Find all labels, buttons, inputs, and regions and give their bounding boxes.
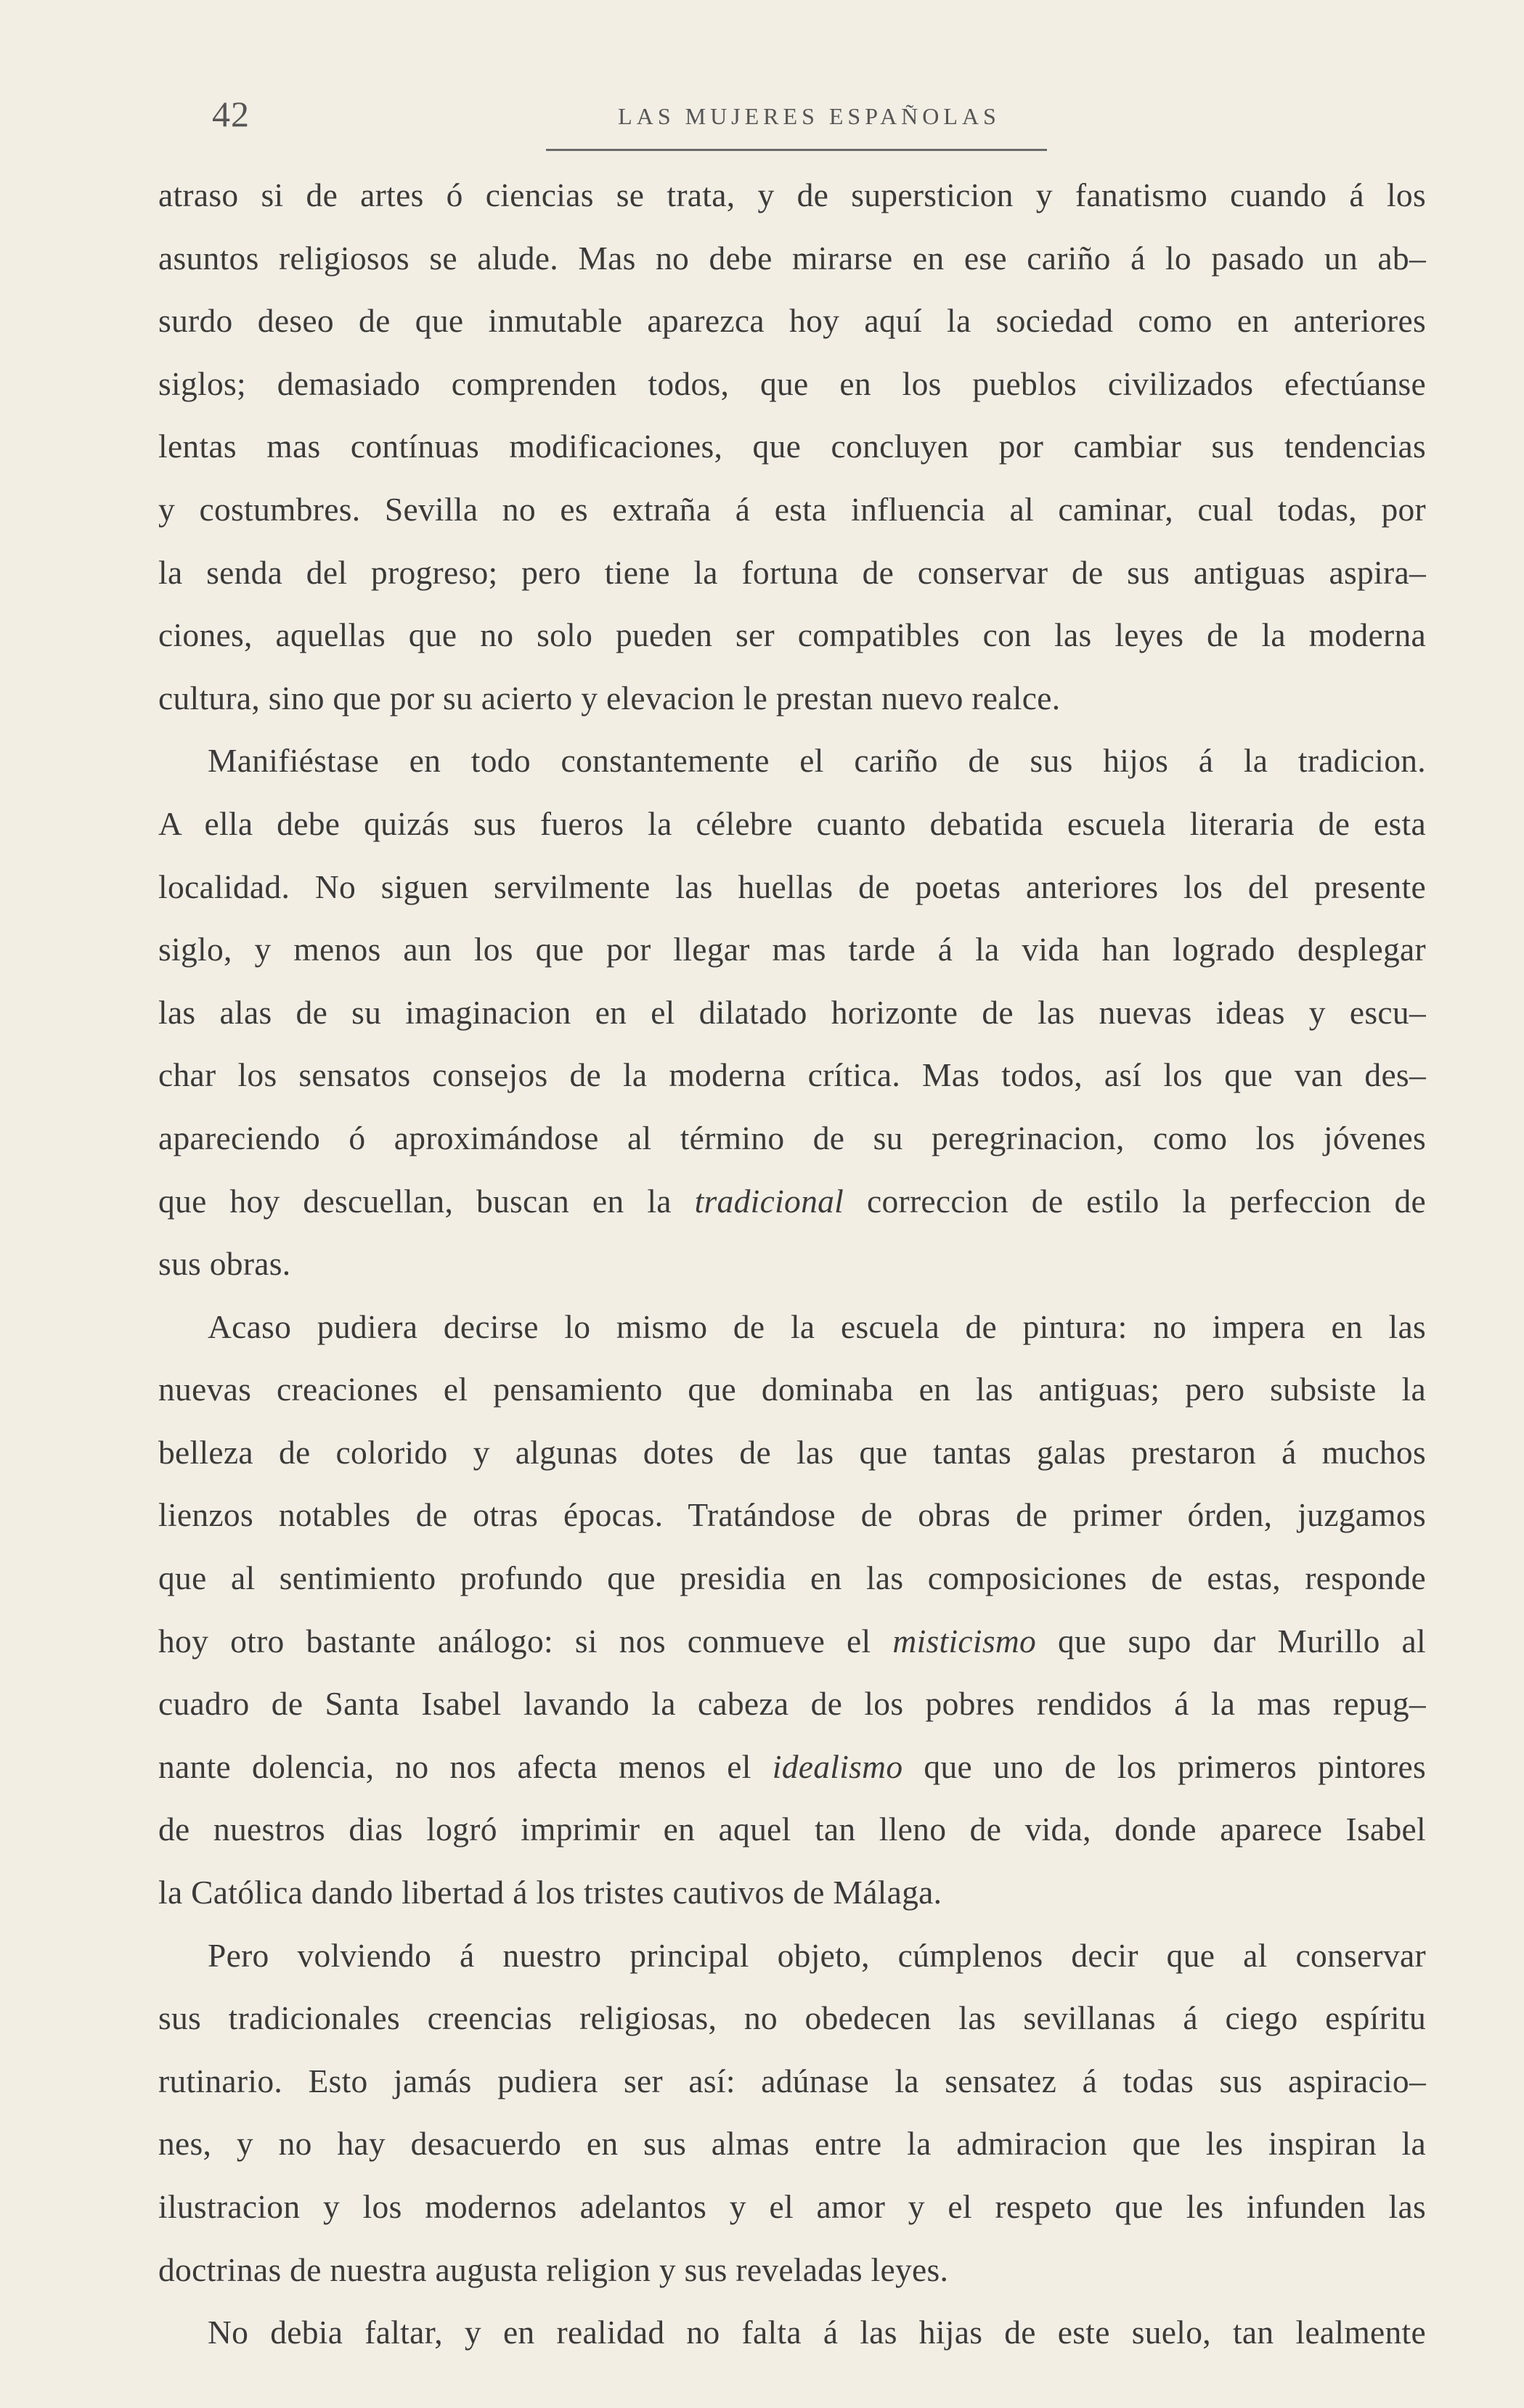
text-line: [158, 1736, 1426, 1799]
text-line: belleza de colorido y algunas dotes de las que tantas galas prestaron á muchos: [158, 1433, 1426, 1471]
text-line: Acaso pudiera decirse lo mismo de la escuela de pintura: no impera en las: [208, 1307, 1426, 1345]
text-line: [158, 1610, 1426, 1673]
text-fragment: que hoy descuellan, buscan en la: [158, 1182, 695, 1220]
text-line: lentas mas contínuas modificaciones, que concluyen por cambiar sus tendencias: [158, 428, 1426, 465]
text-line: Pero volviendo á nuestro principal objeto, cúmplenos decir que al conservar: [208, 1936, 1426, 1974]
text-line: char los sensatos consejos de la moderna crítica. Mas todos, así los que van des–: [158, 1056, 1426, 1094]
header-rule: [546, 149, 1047, 151]
text-line: siglos; demasiado comprenden todos, que en los pueblos civilizados efectúanse: [158, 364, 1426, 402]
text-fragment: que uno de los primeros pintores: [902, 1747, 1426, 1785]
body-text: [158, 164, 1426, 2364]
running-title: LAS MUJERES ESPAÑOLAS: [618, 103, 1001, 129]
text-line: cuadro de Santa Isabel lavando la cabeza de los pobres rendidos á la mas repug–: [158, 1685, 1426, 1723]
text-line: ciones, aquellas que no solo pueden ser compatibles con las leyes de la moderna: [158, 616, 1426, 654]
page-number: 42: [212, 94, 250, 134]
text-line: la Católica dando libertad á los tristes cautivos de Málaga.: [158, 1874, 942, 1911]
text-line: localidad. No siguen servilmente las huellas de poetas anteriores los del presente: [158, 868, 1426, 905]
text-fragment: nante dolencia, no nos afecta menos el: [158, 1747, 773, 1785]
text-fragment: hoy otro bastante análogo: si nos conmueve el: [158, 1622, 893, 1660]
text-line: las alas de su imaginacion en el dilatado horizonte de las nuevas ideas y escu–: [158, 993, 1426, 1031]
text-line: No debia faltar, y en realidad no falta á las hijas de este suelo, tan lealmente: [208, 2314, 1426, 2351]
text-line: siglo, y menos aun los que por llegar mas tarde á la vida han logrado desplegar: [158, 931, 1426, 968]
text-line: la senda del progreso; pero tiene la fortuna de conservar de sus antiguas aspira–: [158, 553, 1426, 591]
text-line: que al sentimiento profundo que presidia en las composiciones de estas, responde: [158, 1559, 1426, 1597]
text-line: apareciendo ó aproximándose al término de su peregrinacion, como los jóvenes: [158, 1119, 1426, 1156]
text-line: doctrinas de nuestra augusta religion y sus reveladas leyes.: [158, 2250, 949, 2288]
text-line: rutinario. Esto jamás pudiera ser así: adúnase la sensatez á todas sus aspiracio–: [158, 2062, 1426, 2099]
emphasis-tradicional: tradicional: [694, 1182, 844, 1220]
text-line: cultura, sino que por su acierto y elevacion le prestan nuevo realce.: [158, 679, 1061, 717]
text-line: lienzos notables de otras épocas. Tratándose de obras de primer órden, juzgamos: [158, 1496, 1426, 1534]
paragraph-2: [158, 730, 1426, 1295]
emphasis-idealismo: idealismo: [772, 1747, 903, 1785]
text-line: [158, 1170, 1426, 1233]
text-line: sus tradicionales creencias religiosas, no obedecen las sevillanas á ciego espíritu: [158, 1999, 1426, 2037]
text-line: sus obras.: [158, 1245, 291, 1283]
paragraph-5: [158, 2301, 1426, 2364]
paragraph-4: [158, 1925, 1426, 2302]
paragraph-3: [158, 1296, 1426, 1925]
text-line: nuevas creaciones el pensamiento que dominaba en las antiguas; pero subsiste la: [158, 1371, 1426, 1408]
text-line: ilustracion y los modernos adelantos y el amor y el respeto que les infunden las: [158, 2188, 1426, 2225]
text-line: Manifiéstase en todo constantemente el cariño de sus hijos á la tradicion.: [208, 742, 1426, 780]
text-line: de nuestros dias logró imprimir en aquel tan lleno de vida, donde aparece Isabel: [158, 1811, 1426, 1848]
text-line: surdo deseo de que inmutable aparezca hoy aquí la sociedad como en anteriores: [158, 302, 1426, 340]
text-line: asuntos religiosos se alude. Mas no debe mirarse en ese cariño á lo pasado un ab–: [158, 239, 1426, 277]
text-line: y costumbres. Sevilla no es extraña á esta influencia al caminar, cual todas, por: [158, 490, 1426, 528]
paragraph-1: [158, 164, 1426, 730]
text-line: nes, y no hay desacuerdo en sus almas entre la admiracion que les inspiran la: [158, 2125, 1426, 2163]
text-line: A ella debe quizás sus fueros la célebre cuanto debatida escuela literaria de esta: [158, 804, 1426, 842]
emphasis-misticismo: misticismo: [892, 1622, 1037, 1660]
text-fragment: que supo dar Murillo al: [1036, 1622, 1426, 1660]
text-line: atraso si de artes ó ciencias se trata, y de supersticion y fanatismo cuando á los: [158, 176, 1426, 213]
text-fragment: correccion de estilo la perfeccion de: [844, 1182, 1426, 1220]
